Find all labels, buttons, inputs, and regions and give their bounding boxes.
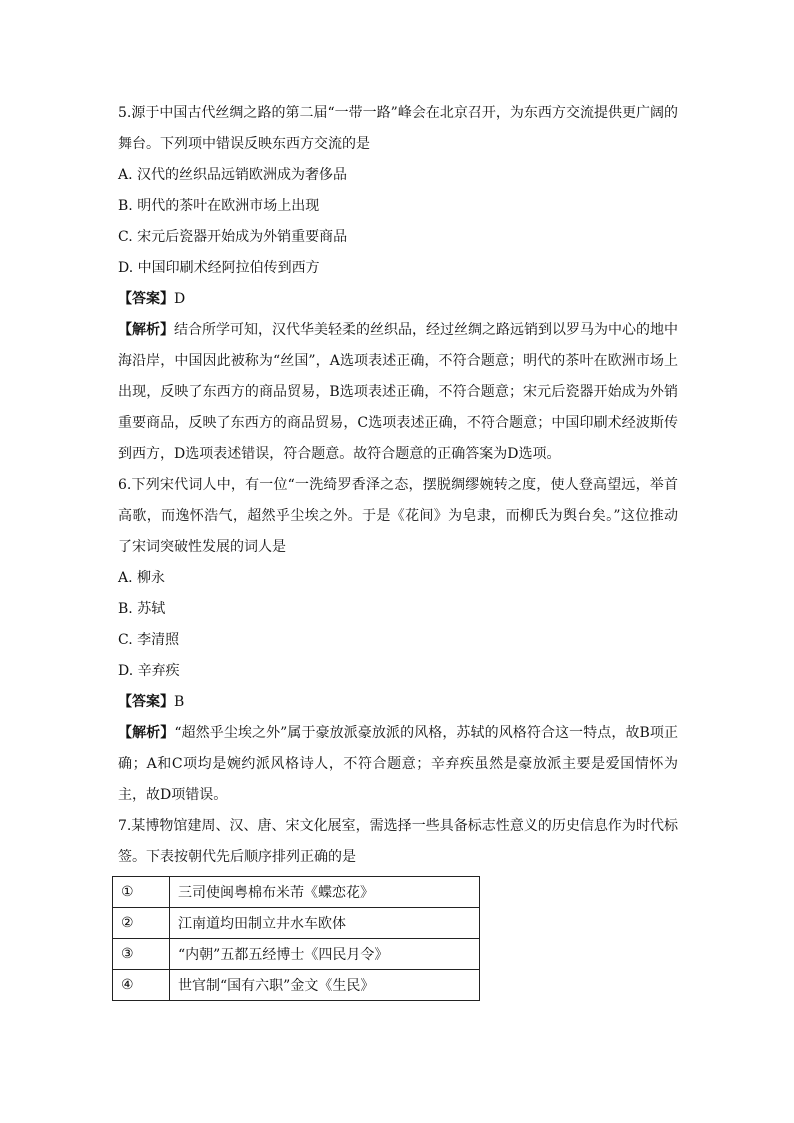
q5-option-b: B. 明代的茶叶在欧洲市场上出现: [118, 198, 320, 214]
q5-analysis: [118, 315, 678, 470]
q7-table: [112, 876, 480, 1001]
q7-stem: 7.某博物馆建周、汉、唐、宋文化展室，需选择一些具备标志性意义的历史信息作为时代标签。下表按朝代先后顺序排列正确的是: [118, 818, 678, 865]
document-content: [118, 98, 678, 873]
q6-answer-label: 【答案】: [118, 694, 174, 710]
q5-option-a: A. 汉代的丝织品远销欧洲成为奢侈品: [118, 167, 348, 183]
q6-analysis-label: 【解析】: [118, 725, 175, 741]
q6-option-d: D. 辛弃疾: [118, 663, 180, 679]
q5-stem: 5.源于中国古代丝绸之路的第二届“一带一路”峰会在北京召开，为东西方交流提供更广阔的舞台。下列项中错误反映东西方交流的是: [118, 105, 678, 152]
table-cell-num: ①: [113, 877, 170, 908]
table-row: [113, 877, 480, 908]
q6-analysis-text: “超然乎尘埃之外”属于豪放派豪放派的风格，苏轼的风格符合这一特点，故B项正确；A和C项均是婉约派风格诗人，不符合题意；辛弃疾虽然是豪放派主要是爱国情怀为主，故D项错误。: [118, 725, 678, 803]
table-row: [113, 908, 480, 939]
table-cell-num: ④: [113, 970, 170, 1001]
table-cell-text: 世官制“国有六职”金文《生民》: [170, 970, 480, 1001]
table-cell-text: 三司使闽粤棉布米芾《蝶恋花》: [170, 877, 480, 908]
q5-answer-value: D: [174, 291, 186, 307]
q6-option-b: B. 苏轼: [118, 601, 166, 617]
q6-stem: 6.下列宋代词人中，有一位“一洗绮罗香泽之态，摆脱绸缪婉转之度，使人登高望远，举首高歌，而逸怀浩气，超然乎尘埃之外。于是《花间》为皂隶，而柳氏为舆台矣。”这位推动了宋词突破性发展的词人是: [118, 477, 678, 555]
table-row: [113, 939, 480, 970]
q6-answer: [118, 687, 678, 718]
q5-answer: [118, 284, 678, 315]
q5-analysis-label: 【解析】: [118, 322, 174, 338]
q6-option-c: C. 李清照: [118, 632, 180, 648]
table-cell-text: “内朝”五都五经博士《四民月令》: [170, 939, 480, 970]
table-cell-num: ③: [113, 939, 170, 970]
table-cell-num: ②: [113, 908, 170, 939]
table-cell-text: 江南道均田制立井水车欧体: [170, 908, 480, 939]
q5-answer-label: 【答案】: [118, 291, 174, 307]
q6-option-a: A. 柳永: [118, 570, 166, 586]
table-row: [113, 970, 480, 1001]
q5-option-d: D. 中国印刷术经阿拉伯传到西方: [118, 260, 320, 276]
q6-analysis: [118, 718, 678, 811]
q6-answer-value: B: [174, 694, 185, 710]
q5-analysis-text: 结合所学可知，汉代华美轻柔的丝织品，经过丝绸之路远销到以罗马为中心的地中海沿岸，中国因此被称为“丝国”，A选项表述正确，不符合题意；明代的茶叶在欧洲市场上出现，反映了东西方的商品贸易，B选项表述正确，不符合题意；宋元后瓷器开始成为外销重要商品，反映了东西方的商品贸易，C选项表述正确，不符合题意；中国印刷术经波斯传到西方，D选项表述错误，符合题意。故符合题意的正确答案为D选项。: [118, 322, 678, 462]
q5-option-c: C. 宋元后瓷器开始成为外销重要商品: [118, 229, 348, 245]
